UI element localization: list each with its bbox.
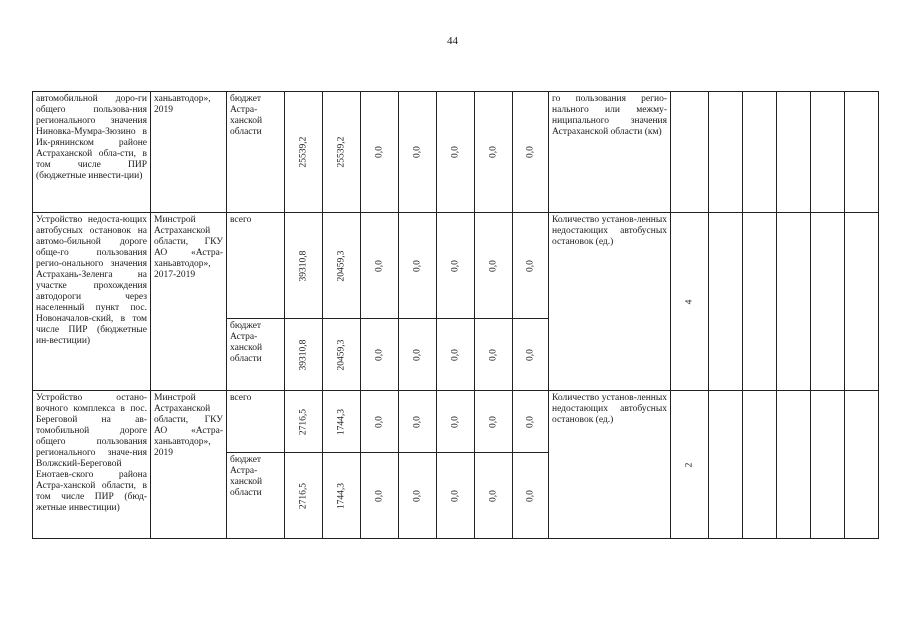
value-year: 0,0 (412, 146, 422, 158)
value-total: 39310,8 (298, 250, 308, 281)
value-year: 0,0 (374, 348, 384, 361)
value-total: 25539,2 (298, 136, 308, 168)
empty-cell (777, 213, 811, 391)
value-cell (285, 319, 323, 391)
empty-cell (777, 391, 811, 539)
measure-description: Устройство остано-вочного комплекса в пос. Береговой на ав-томобильной дороге общего пользования регионального значе-ния Волжский-Береговой Енотаев-ского района Астра-ханской области, в том числе ПИР (бюд-жетные инвестиции) (33, 391, 151, 539)
value-cell (323, 319, 361, 391)
funding-source: бюджет Астра-ханской области (227, 319, 285, 391)
value-cell (513, 92, 549, 213)
value-cell (361, 213, 399, 319)
empty-cell (709, 92, 743, 213)
value-year: 0,0 (488, 146, 498, 158)
value-cell (323, 213, 361, 319)
value-cell (437, 92, 475, 213)
empty-cell (811, 213, 845, 391)
value-year: 0,0 (525, 415, 535, 428)
funding-source: бюджет Астра-ханской области (227, 92, 285, 213)
value-cell (285, 92, 323, 213)
empty-cell (709, 213, 743, 391)
value-year: 20459,3 (336, 339, 346, 370)
funding-source: бюджет Астра-ханской области (227, 453, 285, 539)
empty-cell (811, 391, 845, 539)
empty-cell (811, 92, 845, 213)
indicator-cell: Количество установ-ленных недостающих автобусных остановок (ед.) (549, 213, 671, 391)
target-cell (671, 213, 709, 391)
indicator-cell: го пользования регио-нального или межму-ниципального значения Астраханской области (км) (549, 92, 671, 213)
target-value: 4 (684, 299, 694, 304)
measure-description: Устройство недоста-ющих автобусных остановок на автомо-бильной дороге обще-го пользования регио-онального значения Астрахань-Зеленга на участке прохождения автодороги через населенный пункт пос. Новоначалов-ский, в том числе ПИР (бюджетные ин-вестиции) (33, 213, 151, 391)
empty-cell (743, 213, 777, 391)
value-year: 0,0 (488, 348, 498, 361)
value-year: 0,0 (374, 259, 384, 272)
value-cell (399, 213, 437, 319)
value-cell (399, 453, 437, 539)
value-cell (475, 453, 513, 539)
value-cell (475, 213, 513, 319)
value-cell (475, 391, 513, 453)
table-row (33, 391, 879, 453)
value-total: 2716,5 (298, 408, 308, 435)
value-cell (399, 319, 437, 391)
empty-cell (743, 391, 777, 539)
executor-cell: Минстрой Астраханской области, ГКУ АО «Астра-ханьавтодор», 2019 (151, 391, 227, 539)
value-year: 1744,3 (336, 408, 346, 435)
value-year: 0,0 (525, 348, 535, 361)
empty-cell (845, 92, 879, 213)
measure-description: автомобильной доро-ги общего пользова-ния регионального значения Ниновка-Мумра-Зюзино в Ик-рянинском районе Астраханской обла-сти, в том числе ПИР (бюджетные инвести-ции) (33, 92, 151, 213)
value-cell (285, 453, 323, 539)
empty-cell (743, 92, 777, 213)
empty-cell (845, 213, 879, 391)
value-cell (361, 453, 399, 539)
table-row (33, 92, 879, 213)
value-year: 0,0 (450, 348, 460, 361)
value-cell (323, 453, 361, 539)
value-year: 0,0 (450, 489, 460, 502)
value-year: 0,0 (488, 489, 498, 502)
value-cell (513, 453, 549, 539)
program-table (32, 91, 879, 539)
value-year: 0,0 (450, 259, 460, 272)
value-cell (323, 92, 361, 213)
value-cell (399, 391, 437, 453)
empty-cell (777, 92, 811, 213)
value-year: 0,0 (374, 146, 384, 158)
target-cell (671, 92, 709, 213)
value-year: 0,0 (412, 489, 422, 502)
value-cell (437, 319, 475, 391)
value-year: 0,0 (374, 415, 384, 428)
value-cell (475, 319, 513, 391)
value-year: 0,0 (525, 259, 535, 272)
value-year: 0,0 (412, 259, 422, 272)
value-cell (437, 453, 475, 539)
page-number: 44 (447, 35, 458, 47)
value-cell (399, 92, 437, 213)
value-year: 0,0 (450, 415, 460, 428)
value-year: 0,0 (525, 489, 535, 502)
value-year: 0,0 (525, 146, 535, 158)
value-cell (361, 92, 399, 213)
indicator-cell: Количество установ-ленных недостающих автобусных остановок (ед.) (549, 391, 671, 539)
funding-source: всего (227, 213, 285, 319)
value-cell (323, 391, 361, 453)
value-year: 0,0 (412, 348, 422, 361)
value-year: 25539,2 (336, 136, 346, 168)
value-cell (361, 319, 399, 391)
value-cell (513, 213, 549, 319)
empty-cell (845, 391, 879, 539)
value-year: 0,0 (412, 415, 422, 428)
value-cell (437, 213, 475, 319)
value-year: 0,0 (450, 146, 460, 158)
value-year: 0,0 (488, 259, 498, 272)
empty-cell (709, 391, 743, 539)
value-cell (361, 391, 399, 453)
table-row (33, 213, 879, 319)
funding-source: всего (227, 391, 285, 453)
target-cell (671, 391, 709, 539)
value-year: 0,0 (374, 489, 384, 502)
executor-cell: Минстрой Астраханской области, ГКУ АО «Астра-ханьавтодор», 2017-2019 (151, 213, 227, 391)
value-cell (513, 391, 549, 453)
target-value: 2 (684, 462, 694, 467)
value-total: 39310,8 (298, 339, 308, 370)
value-cell (285, 391, 323, 453)
value-cell (475, 92, 513, 213)
value-cell (285, 213, 323, 319)
value-cell (437, 391, 475, 453)
value-year: 1744,3 (336, 482, 346, 509)
value-cell (513, 319, 549, 391)
executor-cell: ханьавтодор», 2019 (151, 92, 227, 213)
value-year: 0,0 (488, 415, 498, 428)
value-total: 2716,5 (298, 482, 308, 509)
value-year: 20459,3 (336, 250, 346, 281)
